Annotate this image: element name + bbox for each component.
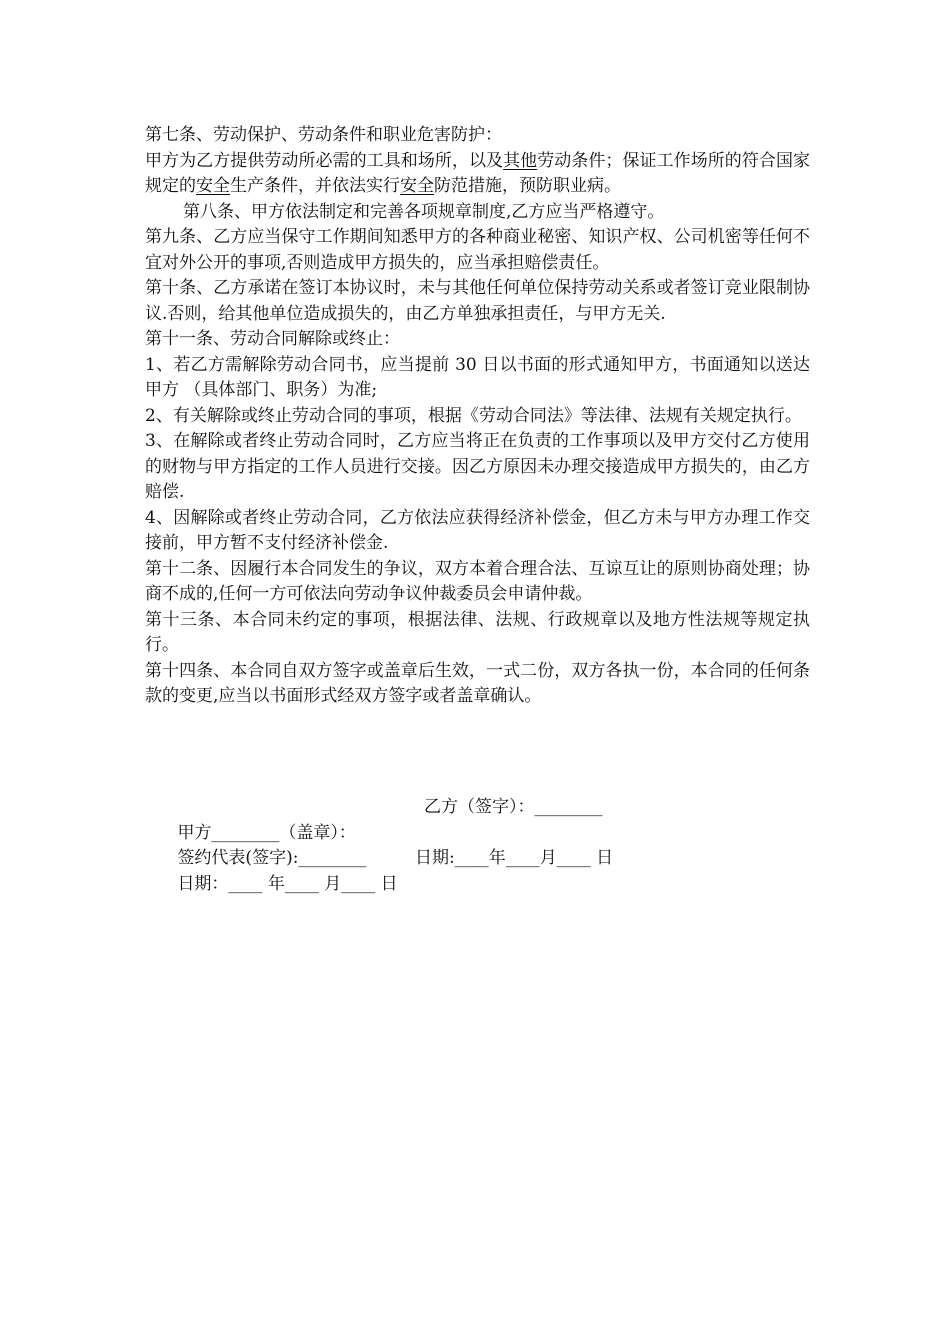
signature-row-dates: [145, 846, 810, 894]
article-11-item-1: 1、若乙方需解除劳动合同书，应当提前 30 日以书面的形式通知甲方，书面通知以送达甲方 （具体部门、职务）为准;: [145, 354, 810, 400]
article-7-title: 第七条、劳动保护、劳动条件和职业危害防护：: [145, 125, 502, 145]
party-a-date-line: 日期：____ 年____ 月____ 日: [177, 873, 398, 894]
article-7-underlined-other: 其他: [503, 150, 538, 171]
article-12: 第十二条、因履行本合同发生的争议，双方本着合理合法、互谅互让的原则协商处理；协商不成的,任何一方可依法向劳动争议仲裁委员会申请仲裁。: [145, 558, 810, 604]
party-b-date-line: 日期:____年____月____ 日: [415, 848, 614, 868]
article-9: 第九条、乙方应当保守工作期间知悉甲方的各种商业秘密、知识产权、公司机密等任何不宜对外公开的事项,否则造成甲方损失的，应当承担赔偿责任。: [145, 227, 810, 273]
article-7-underlined-safety-2: 安全: [400, 176, 434, 196]
article-7-text-a: 甲方为乙方提供劳动所必需的工具和场所，以及: [145, 150, 504, 171]
representative-sign-line: 签约代表(签字):________: [177, 848, 367, 868]
article-11-item-3: 3、在解除或者终止劳动合同时，乙方应当将正在负责的工作事项以及甲方交付乙方使用的财物与甲方指定的工作人员进行交接。因乙方原因未办理交接造成甲方损失的，由乙方赔偿.: [145, 431, 810, 502]
article-7-underlined-safety-1: 安全: [196, 176, 230, 196]
article-11-item-2: 2、有关解除或终止劳动合同的事项，根据《劳动合同法》等法律、法规有关规定执行。: [145, 405, 802, 426]
article-11-item-4: 4、因解除或者终止劳动合同，乙方依法应获得经济补偿金，但乙方未与甲方办理工作交接前，甲方暂不支付经济补偿金.: [145, 507, 810, 553]
contract-body: [145, 123, 810, 710]
article-7-text-d: 防范措施，预防职业病。: [434, 176, 621, 196]
party-b-sign-line: 乙方（签字）：________: [424, 797, 603, 817]
article-8: 第八条、甲方依法制定和完善各项规章制度,乙方应当严格遵守。: [183, 201, 665, 222]
article-7-text-b: 劳动条件；保证工作场所的符合国家规定的: [145, 150, 811, 196]
party-a-seal-line: 甲方________（盖章）：: [177, 822, 356, 843]
article-13: 第十三条、本合同未约定的事项，根据法律、法规、行政规章以及地方性法规等规定执行。: [145, 609, 810, 655]
article-7-body: [145, 149, 810, 200]
article-10: 第十条、乙方承诺在签订本协议时，未与其他任何单位保持劳动关系或者签订竞业限制协议.否则，给其他单位造成损失的，由乙方单独承担责任，与甲方无关.: [145, 278, 810, 324]
signature-row-parties: [145, 795, 810, 843]
article-7-text-c: 生产条件，并依法实行: [230, 176, 400, 196]
article-14: 第十四条、本合同自双方签字或盖章后生效，一式二份，双方各执一份，本合同的任何条款的变更,应当以书面形式经双方签字或者盖章确认。: [145, 660, 810, 706]
article-11-title: 第十一条、劳动合同解除或终止：: [145, 329, 400, 349]
signature-block: [145, 795, 810, 894]
